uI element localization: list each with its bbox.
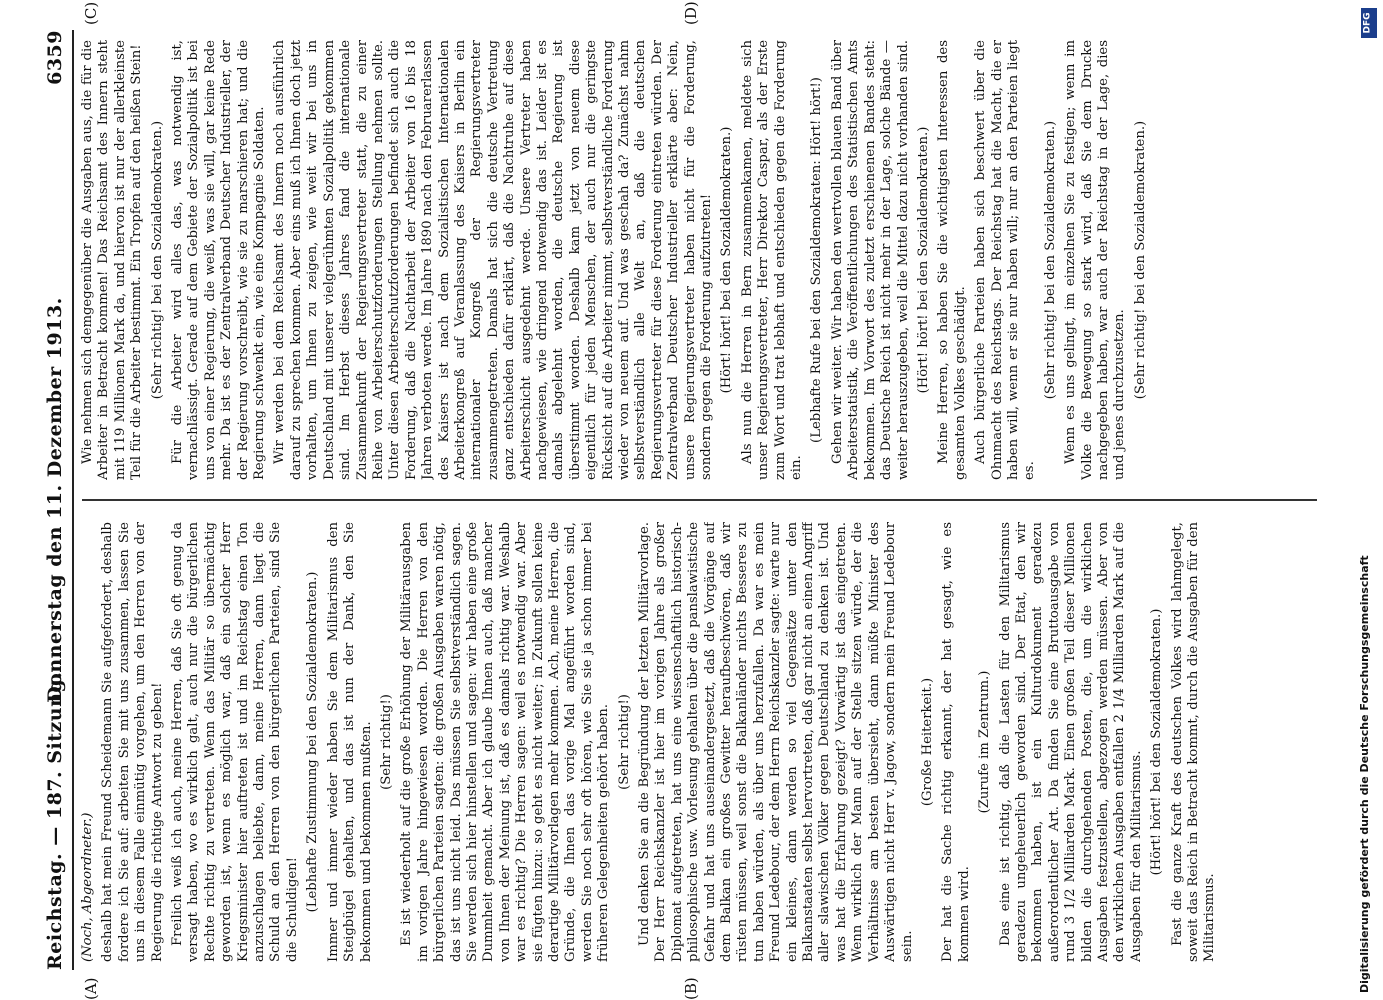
paragraph: Der hat die Sache richtig erkannt, der hat gesagt, wie es kommen wird. bbox=[940, 522, 972, 962]
paragraph: Meine Herren, so haben Sie die wichtigsten Interessen des gesamten Volkes geschädigt. bbox=[936, 40, 968, 480]
interjection: (Sehr richtig!) bbox=[616, 694, 632, 790]
margin-letter-d: (D) bbox=[682, 1, 700, 25]
paragraph: Wenn es uns gelingt, im einzelnen Sie zu festigen; wenn im Volke die Bewegung so stark wird, daß Sie dem Drucke nachgegeben haben, war auch der Reichstag in der Lage, dies und jenes durchzusetzen. bbox=[1063, 40, 1128, 480]
paragraph: Wie nehmen sich demgegenüber die Ausgaben aus, die für die Arbeiter in Betracht kommen! Das Reichsamt des Innern steht mit 119 Millionen Mark da, und hiervon ist nur der allerkleinste Teil für die Arbeiter bestimmt. Ein Tropfen auf den heißen Stein! bbox=[80, 40, 145, 480]
paragraph: deshalb hat mein Freund Scheidemann Sie aufgefordert, deshalb fordere ich Sie auf: arbeiten Sie mit uns zusammen, lassen Sie uns in diesem Falle einmütig vorgehen, um den Herren von der Regierung die richtige Antwort zu geben! bbox=[100, 522, 165, 962]
left-column bbox=[80, 522, 1320, 962]
interjection: (Sehr richtig! bei den Sozialdemokraten.) bbox=[1132, 120, 1148, 400]
interjection: (Sehr richtig! bei den Sozialdemokraten.) bbox=[1042, 120, 1058, 400]
header-date: Donnerstag den 11. Dezember 1913. bbox=[44, 297, 66, 703]
interjection: (Hört! hört! bei den Sozialdemokraten.) bbox=[915, 126, 931, 394]
paragraph: Als nun die Herren in Bern zusammenkamen, meldete sich unser Regierungsvertreter, Herr Direktor Caspar, als der Erste zum Wort und trat lebhaft und entschieden gegen die Forderung ein. bbox=[739, 40, 805, 480]
right-column bbox=[80, 40, 1320, 480]
interjection: (Lebhafte Rufe bei den Sozialdemokraten: Hört! hört!) bbox=[809, 77, 825, 443]
scan-credit-text: Digitalisierung gefördert durch die Deutsche Forschungsgemeinschaft bbox=[1358, 555, 1371, 993]
column-divider bbox=[82, 499, 1317, 501]
paragraph: Auch bürgerliche Parteien haben sich beschwert über die Ohnmacht des Reichstags. Der Reichstag hat die Macht, die er haben will, wenn er sie nur haben will; nur an den Parteien liegt es. bbox=[973, 40, 1038, 480]
rotated-page bbox=[42, 1, 1322, 1000]
margin-letter-c: (C) bbox=[82, 1, 100, 25]
page-header bbox=[42, 30, 72, 970]
interjection: (Lebhafte Zustimmung bei den Sozialdemokraten.) bbox=[305, 571, 321, 913]
scan-credit bbox=[1358, 8, 1380, 993]
paragraph: Freilich weiß ich auch, meine Herren, daß Sie oft genug da versagt haben, wo es wirklich galt, auch nur die bürgerlichen Rechte richtig zu vertreten. Wenn das Militär so übermächtig geworden ist, wenn es möglich war, daß ein solcher Herr Kriegsminister hier auftreten ist und im Reichstag einen Ton anzuschlagen beliebte, dann, meine Herren, dann liegt die Schuld an den Herren von den bürgerlichen Parteien, sind Sie die Schuldigen! bbox=[170, 522, 300, 962]
interjection: (Hört! hört! bei den Sozialdemokraten.) bbox=[1149, 608, 1165, 876]
interjection: (Sehr richtig!) bbox=[378, 694, 394, 790]
paragraph: Es ist wiederholt auf die große Erhöhung der Militärausgaben im vorigen Jahre hingewiesen worden. Die Herren von den bürgerlichen Parteien sagten: die großen Ausgaben waren nötig, das ist uns nicht leid. Das müssen Sie selbstverständlich sagen. Sie werden sich hier hinstellen und sagen: wir haben eine große Dummheit gemacht. Aber ich glaube Ihnen auch, daß mancher von Ihnen der Meinung ist, daß es damals richtig war. Weshalb war es richtig? Die Herren sagen: weil es notwendig war. Aber sie fügten hinzu: so geht es nicht weiter; in Zukunft sollen keine derartige Militärvorlagen mehr kommen. Ach, meine Herren, die Gründe, die Ihnen das vorige Mal angeführt worden sind, werden Sie noch sehr oft hören, wie Sie sie ja schon immer bei früheren Gelegenheiten gehört haben. bbox=[399, 522, 612, 962]
interjection: (Sehr richtig! bei den Sozialdemokraten.) bbox=[149, 120, 165, 400]
header-session: Reichstag. — 187. Sitzung. bbox=[44, 671, 66, 970]
interjection: (Große Heiterkeit.) bbox=[919, 677, 935, 807]
paragraph: Fast die ganze Kraft des deutschen Volkes wird lahmgelegt, soweit das Reich in Betracht kommt, durch die Ausgaben für den Militarismus. bbox=[1169, 522, 1218, 962]
paragraph: Wir werden bei dem Reichsamt des Innern noch ausführlich darauf zu sprechen kommen. Aber eins muß ich Ihnen doch jetzt vorhalten, um Ihnen zu zeigen, wie weit wir bei uns in Deutschland mit unserer vielgerühmten Sozialpolitik gekommen sind. Im Herbst dieses Jahres fand die internationale Zusammenkunft der Regierungsvertreter statt, die zu einer Reihe von Arbeiterschutzforderungen Stellung nehmen sollte. Unter diesen Arbeiterschutzforderungen befindet sich auch die Forderung, daß die Nachtarbeit der Arbeiter von 16 bis 18 Jahren verboten werde. Im Jahre 1890 nach den Februarerlassen des Kaisers ist nach dem Sozialistischen Internationalen Arbeiterkongreß auf Veranlassung des Kaisers in Berlin ein internationaler Kongreß der Regierungsvertreter zusammengetreten. Damals hat sich die deutsche Vertretung ganz entschieden dafür erklärt, daß die Nachtruhe auf diese Arbeiterschicht ausgedehnt werde. Unsere Vertreter haben nachgewiesen, wie dringend notwendig das ist. Leider ist es damals abgelehnt worden, die deutsche Regierung ist überstimmt worden. Deshalb kam jetzt von neuem diese eigentlich für jeden Menschen, der auch nur die geringste Rücksicht auf die Arbeiter nimmt, selbstverständliche Forderung wieder von neuem auf. Und was geschah da? Zunächst nahm selbstverständlich alle Welt an, daß die deutschen Regierungsvertreter für diese Forderung eintreten würden. Der Zentralverband Deutscher Industrieller erklärte aber: Nein, unsere Regierungsvertreter haben nicht für die Forderung, sondern gegen die Forderung aufzutreten! bbox=[272, 40, 715, 480]
page-number: 6359 bbox=[44, 30, 66, 85]
paragraph: Gehen wir weiter. Wir haben den wertvollen blauen Band über Arbeiterstatistik, die Veröffentlichungen des Statistischen Amts bekommen. Im Vorwort des zuletzt erschienenen Bandes steht: das Deutsche Reich ist nicht mehr in der Lage, solche Bände — weiter herauszugeben, weil die Mittel dazu nicht vorhanden sind. bbox=[829, 40, 911, 480]
paragraph: Und denken Sie an die Begründung der letzten Militärvorlage. Der Herr Reichskanzler ist hier im vorigen Jahre als großer Diplomat aufgetreten, hat uns eine wissenschaftlich historisch-philosophische usw. Vorlesung gehalten über die panslawistische Gefahr und hat uns auseinandergesetzt, daß die Vorgänge auf dem Balkan ein großes Gewitter heraufbeschwören, daß wir rüsten müssen, weil sonst die Balkanländer nichts Besseres zu tun haben würden, als über uns herzufallen. Da war es mein Freund Ledebour, der dem Herrn Reichskanzler sagte: warte nur ein kleines, dann werden so viel Gegensätze unter den Balkanstaaten selbst hervortreten, daß gar nicht an einen Angriff aller slawischen Völker gegen Deutschland zu denken ist. Und was hat die Erfahrung gezeigt? Vorwärtig ist das eingetreten. Wenn wirklich der Mann auf der Stelle sitzen würde, der die Verhältnisse am besten übersieht, dann müßte Minister des Auswärtigen nicht Herr v. Jagow, sondern mein Freund Ledebour sein. bbox=[637, 522, 915, 962]
interjection: (Hört! hört! bei den Sozialdemokraten.) bbox=[719, 126, 735, 394]
speaker-line: (Noch, Abgeordneter.) bbox=[80, 812, 95, 962]
header-rule bbox=[72, 30, 74, 970]
paragraph: Immer und immer wieder haben Sie dem Militarismus den Steigbügel gehalten, und das ist nun der Dank, den Sie bekommen und bekommen mußten. bbox=[325, 522, 374, 962]
paragraph: Das eine ist richtig, daß die Lasten für den Militarismus geradezu ungeheuerlich geworden sind. Der Etat, den wir bekommen haben, ist ein Kulturdokument geradezu außerordentlicher Art. Da finden Sie eine Bruttoausgabe von rund 3 1/2 Milliarden Mark. Einen großen Teil dieser Millionen bilden die durchgehenden Posten, die, um die wirklichen Ausgaben festzustellen, abgezogen werden müssen. Aber von den wirklichen Ausgaben entfallen 2 1/4 Milliarden Mark auf die Ausgaben für den Militarismus. bbox=[997, 522, 1144, 962]
margin-letter-b: (B) bbox=[682, 977, 700, 1000]
paragraph: Für die Arbeiter wird alles das, was notwendig ist, vernachlässigt. Gerade auf dem Gebiete der Sozialpolitik ist bei uns von einer Regierung, die weiß, was sie will, gar keine Rede mehr. Da ist es der Zentralverband Deutscher Industrieller, der der Regierung vorschreibt, wie sie zu marschieren hat; und die Regierung schwenkt ein, wie eine Kompagnie Soldaten. bbox=[170, 40, 268, 480]
interjection: (Zurufe im Zentrum.) bbox=[977, 670, 993, 814]
margin-letter-a: (A) bbox=[82, 977, 100, 1000]
dfg-logo-text: DFG bbox=[1362, 12, 1373, 34]
